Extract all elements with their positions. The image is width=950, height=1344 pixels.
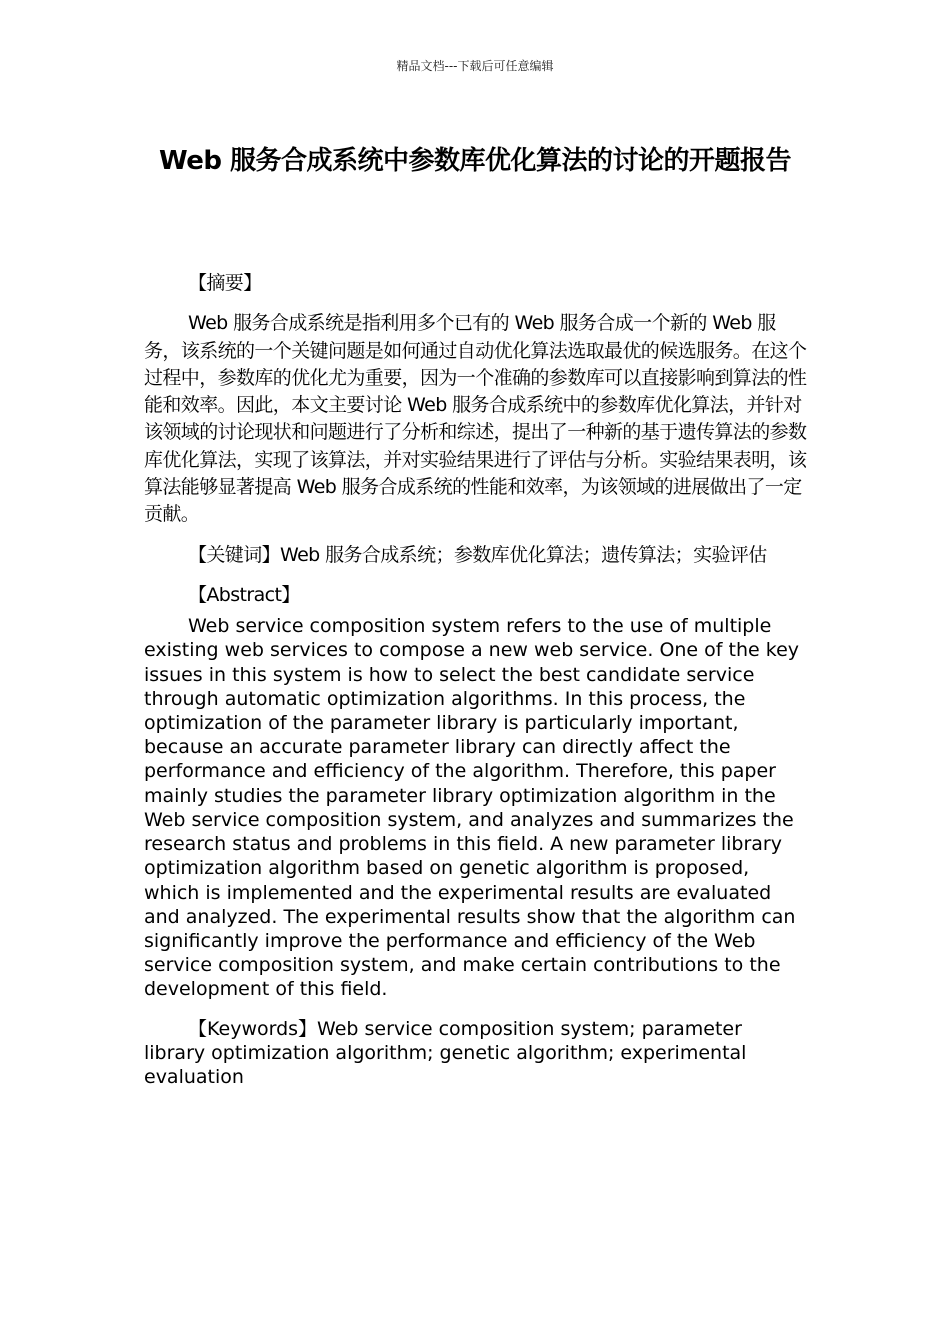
page-header: 精品文档---下载后可任意编辑 [396, 59, 554, 73]
abstract-en-paragraph: Web service composition system refers to the use of multiple existing web services to compose a new web service. One of the key issues in this system is how to select the best candidate service through automatic optimization algorithms. In this process, the optimization of the parameter library is particularly important, because an accurate parameter library can directly affect the performance and efficiency of the algorithm. Therefore, this paper mainly studies the parameter library optimization algorithm in the Web service composition system, and analyzes and summarizes the research status and problems in this field. A new parameter library optimization algorithm based on genetic algorithm is proposed, which is implemented and the experimental results are evaluated and analyzed. The experimental results show that the algorithm can significantly improve the performance and efficiency of the Web service composition system, and make certain contributions to the development of this field. [144, 615, 799, 1001]
keywords-en: 【Keywords】Web service composition system; parameter library optimization algorithm; genetic algorithm; experimental evaluation [144, 1017, 747, 1088]
document-title: Web 服务合成系统中参数库优化算法的讨论的开题报告 [158, 146, 792, 176]
abstract-zh-heading: 【摘要】 [188, 272, 262, 294]
abstract-en-heading: 【Abstract】 [188, 583, 300, 606]
keywords-zh: 【关键词】Web 服务合成系统；参数库优化算法；遗传算法；实验评估 [188, 543, 767, 566]
document-body [144, 270, 809, 1089]
abstract-zh-paragraph: Web 服务合成系统是指利用多个已有的 Web 服务合成一个新的 Web 服务，该系统的一个关键问题是如何通过自动优化算法选取最优的候选服务。在这个过程中，参数库的优化尤为重要，因为一个准确的参数库可以直接影响到算法的性能和效率。因此，本文主要讨论 Web 服务合成系统中的参数库优化算法，并针对该领域的讨论现状和问题进行了分析和综述，提出了一种新的基于遗传算法的参数库优化算法，实现了该算法，并对实验结果进行了评估与分析。实验结果表明，该算法能够显著提高 Web 服务合成系统的性能和效率，为该领域的进展做出了一定贡献。 [144, 312, 807, 526]
